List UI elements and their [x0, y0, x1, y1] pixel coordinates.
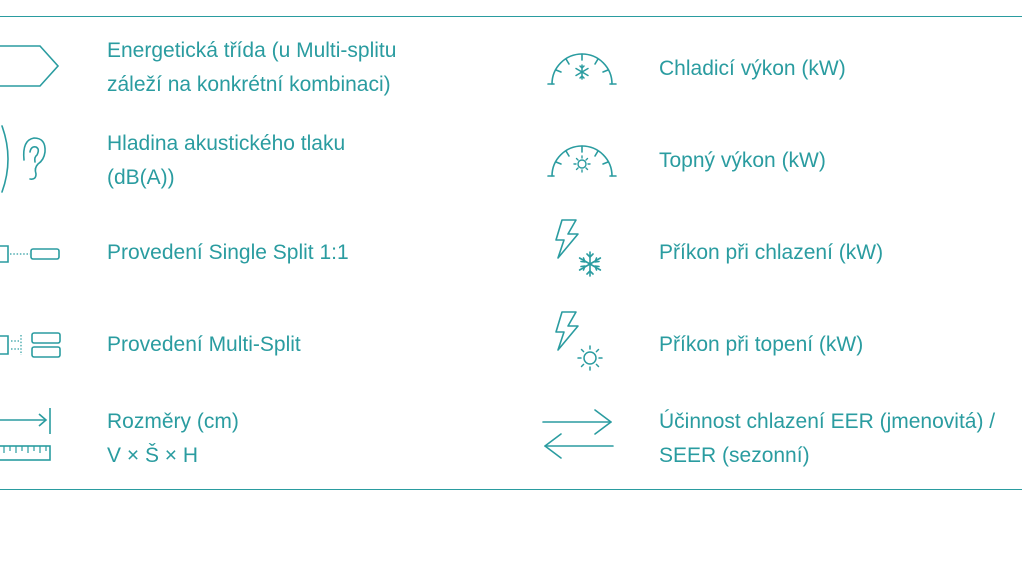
cooling-capacity-label: Chladicí výkon (kW) — [659, 57, 846, 80]
power-heating-label: Příkon při topení (kW) — [659, 333, 864, 356]
acoustic-pressure-label: Hladina akustického tlaku (dB(A)) — [107, 132, 346, 189]
power-heating-icon — [550, 310, 610, 376]
multi-split-icon — [0, 331, 62, 359]
energy-class-label: Energetická třída (u Multi-splitu záleží na konkrétní kombinaci) — [107, 39, 397, 96]
energy-class-arrow-icon — [0, 42, 62, 90]
top-divider — [0, 16, 1022, 17]
heating-capacity-label: Topný výkon (kW) — [659, 149, 826, 172]
multi-split-label: Provedení Multi-Split — [107, 333, 301, 356]
dimensions-ruler-icon — [0, 406, 56, 464]
heating-capacity-gauge-icon — [546, 138, 618, 180]
bottom-divider — [0, 489, 1022, 490]
cooling-capacity-gauge-icon — [546, 46, 618, 88]
efficiency-label: Účinnost chlazení EER (jmenovitá) / SEER (sezonní) — [659, 410, 996, 467]
power-cooling-label: Příkon při chlazení (kW) — [659, 241, 884, 264]
efficiency-arrows-icon — [541, 406, 615, 462]
power-cooling-icon — [550, 218, 610, 282]
single-split-label: Provedení Single Split 1:1 — [107, 241, 349, 264]
single-split-icon — [0, 243, 62, 265]
dimensions-label: Rozměry (cm) V × Š × H — [107, 410, 239, 467]
ear-icon — [0, 124, 50, 194]
